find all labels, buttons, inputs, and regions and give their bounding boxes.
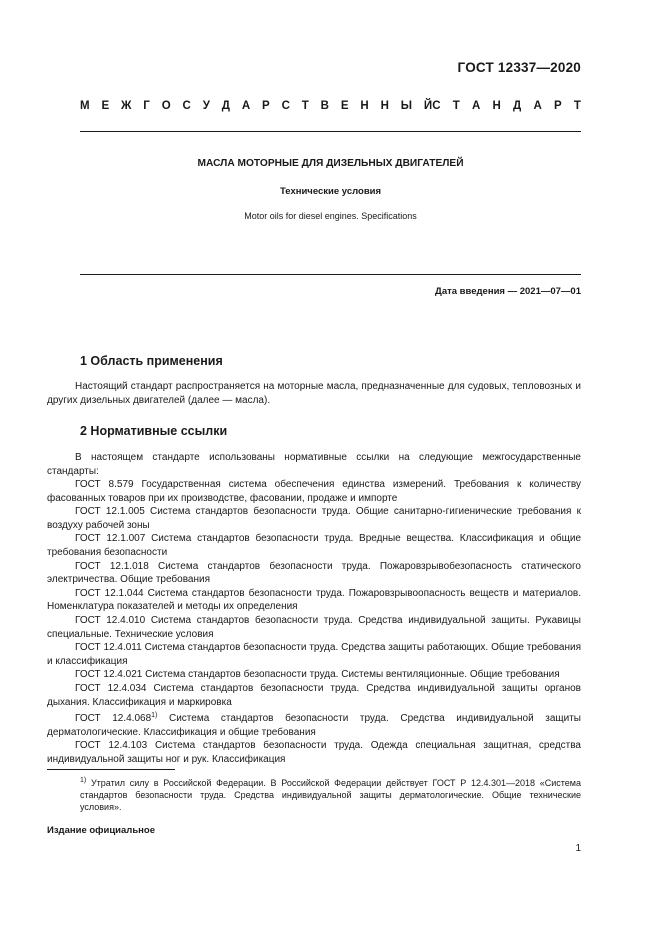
reference-item: [47, 587, 581, 614]
title-divider: [80, 274, 581, 275]
reference-text: Система стандартов безопасности труда. Одежда специальная защитная, средства индивидуальной защиты ног и рук. Классификация: [47, 740, 581, 765]
document-subtitle: Технические условия: [279, 186, 382, 197]
reference-text: Система стандартов безопасности труда. Средства защиты работающих. Общие требования и классификация: [47, 642, 582, 667]
interstate-standard-banner: [80, 100, 581, 112]
reference-text: Система стандартов безопасности труда. Общие санитарно-гигиенические требования к воздуху рабочей зоны: [47, 506, 581, 531]
banner-word-interstate: [80, 100, 432, 112]
official-edition-label: Издание официальное: [47, 825, 155, 836]
banner-letter: С: [182, 100, 191, 112]
reference-text: Система стандартов безопасности труда. Средства индивидуальной защиты. Рукавицы специальные. Технические условия: [47, 614, 581, 640]
page-number: 1: [575, 843, 581, 854]
banner-letter: Н: [492, 100, 501, 112]
banner-letter: А: [241, 100, 251, 112]
banner-letter: Н: [380, 100, 389, 112]
reference-code: ГОСТ 12.1.044: [75, 587, 144, 599]
banner-word-standard: [432, 100, 581, 112]
reference-item: [47, 668, 581, 682]
english-title: Motor oils for diesel engines. Specifications: [244, 211, 417, 221]
banner-letter: Т: [452, 100, 460, 112]
reference-text: Система стандартов безопасности труда. Пожаровзрывоопасность веществ и материалов. Номенклатура показателей и методы их определения: [47, 587, 581, 613]
banner-letter: Е: [101, 100, 110, 112]
standard-code: ГОСТ 12337—2020: [457, 60, 581, 75]
reference-code: ГОСТ 12.4.010: [75, 614, 146, 626]
section-2-heading: 2 Нормативные ссылки: [80, 424, 228, 438]
reference-text: Система стандартов безопасности труда. Средства индивидуальной защиты органов дыхания. Классификация и маркировка: [47, 682, 581, 708]
footnote-text: Утратил силу в Российской Федерации. В Российской Федерации действует ГОСТ Р 12.4.301—2018 «Система стандартов безопасности труда. Средства индивидуальной защиты дерматологические. Общие технические условия».: [80, 778, 581, 813]
reference-item: [47, 532, 581, 559]
banner-letter: У: [202, 100, 210, 112]
reference-code: ГОСТ 12.4.021: [75, 669, 143, 681]
banner-letter: Т: [573, 100, 581, 112]
document-title: МАСЛА МОТОРНЫЕ ДЛЯ ДИЗЕЛЬНЫХ ДВИГАТЕЛЕЙ: [197, 158, 464, 169]
section-1-body: Настоящий стандарт распространяется на моторные масла, предназначенные для судовых, тепловозных и других дизельных двигателей (далее — масла).: [47, 381, 581, 406]
footnote: [80, 775, 581, 814]
banner-letter: Р: [553, 100, 562, 112]
reference-code: ГОСТ 12.4.103: [75, 740, 148, 752]
top-divider: [80, 131, 581, 132]
section-2-intro-text: В настоящем стандарте использованы нормативные ссылки на следующие межгосударственные стандарты:: [47, 452, 581, 477]
reference-code: ГОСТ 12.1.018: [75, 560, 149, 572]
reference-text: Государственная система обеспечения единства измерений. Требования к количеству фасованных товаров при их производстве, фасовании, продаже и импорте: [47, 479, 581, 504]
reference-item: [47, 709, 581, 739]
reference-code: ГОСТ 12.1.007: [75, 533, 146, 545]
reference-item: [47, 478, 581, 505]
banner-letter: Т: [301, 100, 309, 112]
reference-item: [47, 739, 581, 766]
banner-letter: В: [320, 100, 329, 112]
banner-letter: Й: [423, 100, 433, 112]
banner-letter: Ж: [121, 100, 132, 112]
banner-letter: О: [161, 100, 171, 112]
banner-letter: С: [281, 100, 290, 112]
reference-code: ГОСТ 8.579: [75, 479, 134, 490]
banner-letter: Е: [340, 100, 349, 112]
banner-letter: А: [471, 100, 481, 112]
footnote-divider: [47, 769, 175, 770]
reference-text: Система стандартов безопасности труда. Средства индивидуальной защиты дерматологические. Классификация и общие требования: [47, 713, 581, 738]
reference-text: Система стандартов безопасности труда. Вредные вещества. Классификация и общие требования безопасности: [47, 533, 582, 558]
banner-letter: Р: [262, 100, 270, 112]
reference-item: [47, 560, 581, 587]
banner-letter: А: [533, 100, 542, 112]
banner-letter: С: [432, 100, 441, 112]
footnote-mark: 1): [80, 777, 87, 784]
reference-text: Система стандартов безопасности труда. Пожаровзрывобезопасность статического электричества. Общие требования: [47, 560, 581, 586]
banner-letter: Д: [221, 100, 230, 112]
reference-text: Система стандартов безопасности труда. Системы вентиляционные. Общие требования: [145, 669, 560, 681]
reference-item: [47, 614, 581, 641]
reference-footnote-mark: 1): [151, 712, 158, 720]
section-1-text: [47, 380, 581, 407]
normative-references-list: [47, 478, 581, 766]
section-2-intro: [47, 451, 581, 478]
banner-letter: Ы: [400, 100, 413, 112]
reference-code: ГОСТ 12.4.011: [75, 642, 142, 654]
banner-letter: М: [80, 100, 90, 112]
banner-letter: Д: [513, 100, 522, 112]
reference-item: [47, 682, 581, 709]
reference-code: ГОСТ 12.4.034: [75, 682, 147, 694]
banner-letter: Г: [143, 100, 150, 112]
banner-letter: Н: [360, 100, 369, 112]
reference-item: [47, 505, 581, 532]
reference-item: [47, 641, 581, 668]
introduction-date: Дата введения — 2021—07—01: [435, 286, 581, 297]
reference-code: ГОСТ 12.1.005: [75, 506, 145, 518]
section-1-heading: 1 Область применения: [80, 354, 223, 368]
reference-code: ГОСТ 12.4.068: [75, 713, 152, 725]
